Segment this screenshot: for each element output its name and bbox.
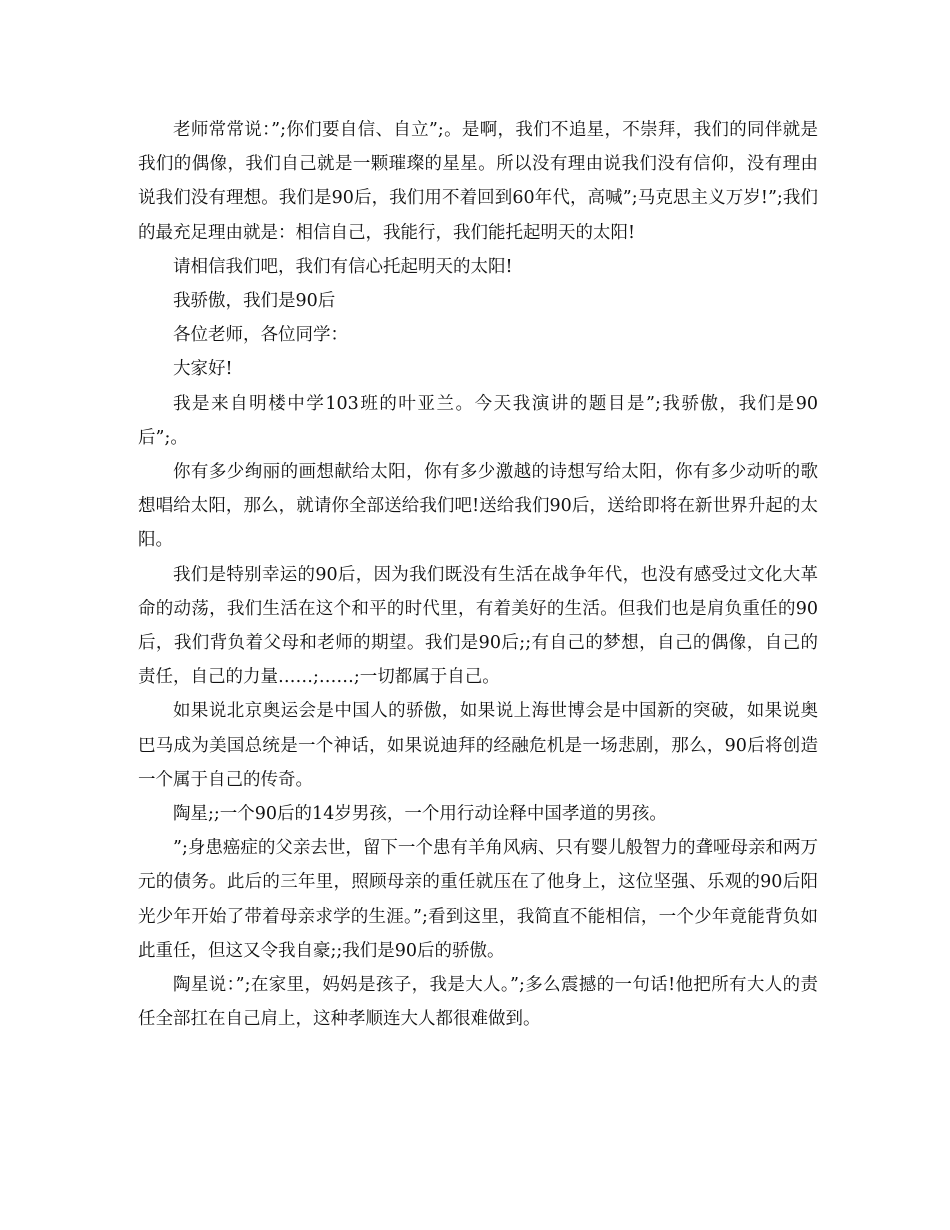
salutation: 各位老师，各位同学：: [173, 325, 348, 346]
speech-title: 我骄傲，我们是90后: [173, 291, 336, 312]
paragraph: 老师常常说：”;你们要自信、自立”;。是啊，我们不追星，不崇拜，我们的同伴就是我们的偶像，我们自己就是一颗璀璨的星星。所以没有理由说我们没有信仰，没有理由说我们没有理想。我们是90后，我们用不着回到60年代，高喊”;马克思主义万岁!”;我们的最充足理由就是：相信自己，我能行，我们能托起明天的太阳!: [138, 120, 818, 243]
paragraph: 陶星;;一个90后的14岁男孩，一个用行动诠释中国孝道的男孩。: [173, 804, 667, 825]
paragraph: 我是来自明楼中学103班的叶亚兰。今天我演讲的题目是”;我骄傲，我们是90后”;。: [138, 393, 818, 448]
greeting: 大家好!: [173, 359, 233, 380]
paragraph: 我们是特别幸运的90后，因为我们既没有生活在战争年代，也没有感受过文化大革命的动荡，我们生活在这个和平的时代里，有着美好的生活。但我们也是肩负重任的90后，我们背负着父母和老师的期望。我们是90后;;有自己的梦想，自己的偶像，自己的责任，自己的力量……;……;一切都属于自己。: [138, 564, 818, 688]
paragraph: 请相信我们吧，我们有信心托起明天的太阳!: [173, 256, 513, 277]
paragraph: 你有多少绚丽的画想献给太阳，你有多少激越的诗想写给太阳，你有多少动听的歌想唱给太阳，那么，就请你全部送给我们吧!送给我们90后，送给即将在新世界升起的太阳。: [138, 462, 818, 551]
paragraph: ”;身患癌症的父亲去世，留下一个患有羊角风病、只有婴儿般智力的聋哑母亲和两万元的债务。此后的三年里，照顾母亲的重任就压在了他身上，这位坚强、乐观的90后阳光少年开始了带着母亲求学的生涯。”;看到这里，我简直不能相信，一个少年竟能背负如此重任，但这又令我自豪;;我们是90后的骄傲。: [138, 838, 818, 961]
paragraph: 如果说北京奥运会是中国人的骄傲，如果说上海世博会是中国新的突破，如果说奥巴马成为美国总统是一个神话，如果说迪拜的经融危机是一场悲剧，那么，90后将创造一个属于自己的传奇。: [138, 701, 818, 790]
document-body: [138, 113, 818, 1036]
paragraph: 陶星说：”;在家里，妈妈是孩子，我是大人。”;多么震撼的一句话!他把所有大人的责任全部扛在自己肩上，这种孝顺连大人都很难做到。: [138, 975, 818, 1030]
